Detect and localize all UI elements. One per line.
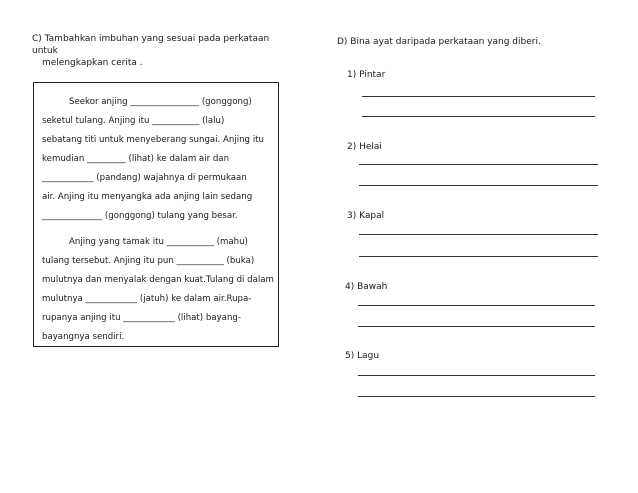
answer-line[interactable] <box>358 305 595 306</box>
item-label-pintar: 1) Pintar <box>347 70 386 80</box>
story-line: tulang tersebut. Anjing itu pun ___________ (buka) <box>42 256 255 266</box>
story-line: sebatang titi untuk menyeberang sungai. Anjing itu <box>42 135 264 145</box>
story-line: rupanya anjing itu ____________ (lihat) bayang- <box>42 313 241 323</box>
answer-line[interactable] <box>359 164 598 165</box>
story-line: mulutnya ____________ (jatuh) ke dalam air.Rupa- <box>42 294 252 304</box>
story-line: seketul tulang. Anjing itu ___________ (lalu) <box>42 116 225 126</box>
story-line: kemudian _________ (lihat) ke dalam air dan <box>42 154 230 164</box>
answer-line[interactable] <box>359 256 598 257</box>
item-label-helai: 2) Helai <box>347 142 382 152</box>
story-box <box>33 82 279 347</box>
story-line: mulutnya dan menyalak dengan kuat.Tulang di dalam <box>42 275 274 285</box>
answer-line[interactable] <box>359 185 598 186</box>
answer-line[interactable] <box>359 234 598 235</box>
story-line: Seekor anjing ________________ (gonggong) <box>69 97 252 107</box>
story-line: ______________ (gonggong) tulang yang besar. <box>42 211 238 221</box>
story-line: air. Anjing itu menyangka ada anjing lain sedang <box>42 192 253 202</box>
story-line: bayangnya sendiri. <box>42 332 125 342</box>
item-label-kapal: 3) Kapal <box>347 211 385 221</box>
item-label-lagu: 5) Lagu <box>345 351 380 361</box>
answer-line[interactable] <box>358 396 595 397</box>
section-c-heading-line2: melengkapkan cerita . <box>42 58 143 68</box>
story-line: ____________ (pandang) wajahnya di permukaan <box>42 173 247 183</box>
answer-line[interactable] <box>358 326 595 327</box>
answer-line[interactable] <box>362 96 595 97</box>
answer-line[interactable] <box>358 375 595 376</box>
section-c-heading-line1: C) Tambahkan imbuhan yang sesuai pada perkataan untuk <box>32 34 270 56</box>
item-label-bawah: 4) Bawah <box>345 282 388 292</box>
section-c-heading <box>32 33 297 69</box>
section-d-heading: D) Bina ayat daripada perkataan yang diberi. <box>337 37 541 47</box>
answer-line[interactable] <box>362 116 595 117</box>
story-line: Anjing yang tamak itu ___________ (mahu) <box>69 237 248 247</box>
